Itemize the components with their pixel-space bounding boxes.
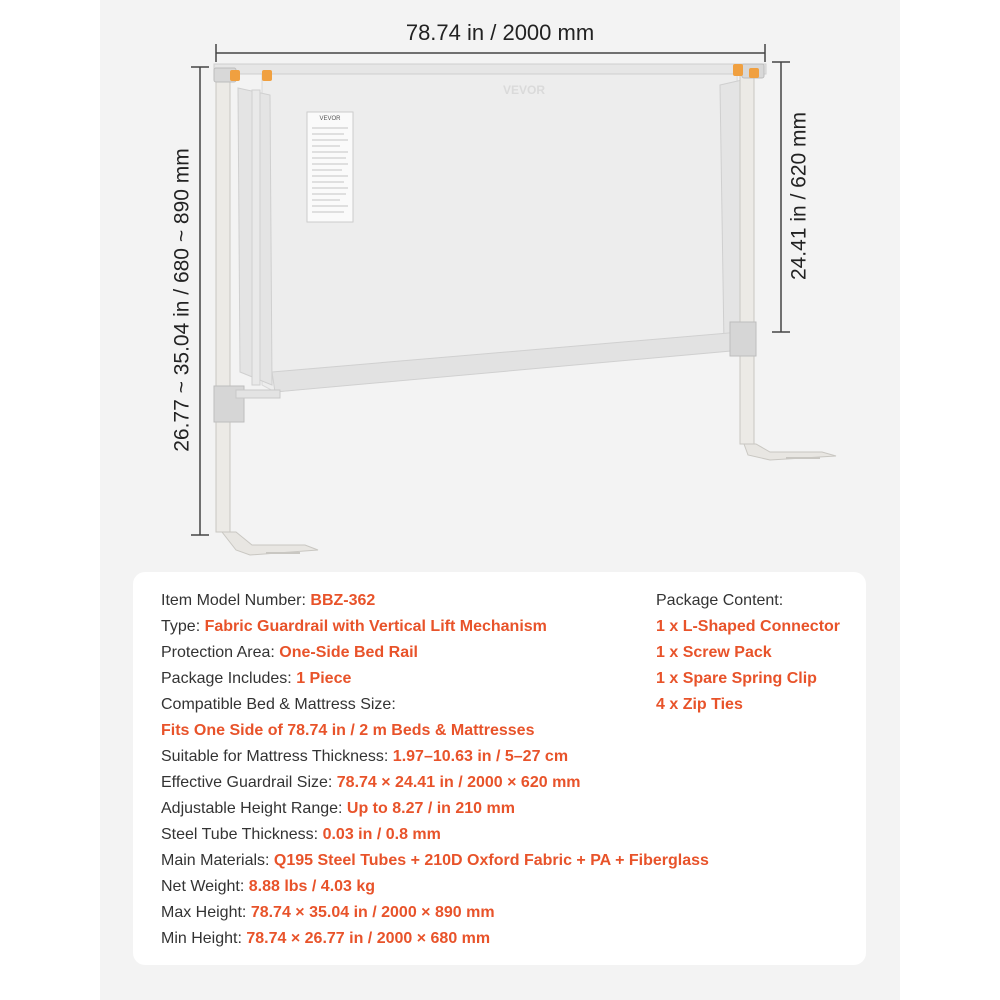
spec-row-max-height bbox=[161, 900, 661, 926]
package-content bbox=[656, 588, 876, 718]
spec-label: Steel Tube Thickness: bbox=[161, 826, 323, 843]
spec-label: Max Height: bbox=[161, 904, 251, 921]
spec-label: Item Model Number: bbox=[161, 592, 311, 609]
package-item: 1 x Spare Spring Clip bbox=[656, 670, 817, 687]
left-connector-bar bbox=[236, 390, 280, 398]
spec-label: Min Height: bbox=[161, 930, 247, 947]
spec-label: Compatible Bed & Mattress Size: bbox=[161, 696, 396, 713]
spec-label: Net Weight: bbox=[161, 878, 249, 895]
spec-row-model bbox=[161, 588, 661, 614]
spec-value: 1 Piece bbox=[296, 670, 352, 687]
spec-value: 8.88 lbs / 4.03 kg bbox=[248, 878, 376, 895]
spec-value: 1.97–10.63 in / 5–27 cm bbox=[392, 748, 569, 765]
spec-value: 0.03 in / 0.8 mm bbox=[322, 826, 441, 843]
spec-value: 78.74 × 24.41 in / 2000 × 620 mm bbox=[336, 774, 581, 791]
spec-value: Fabric Guardrail with Vertical Lift Mechanism bbox=[204, 618, 547, 635]
top-rail bbox=[214, 64, 766, 74]
package-content-title: Package Content: bbox=[656, 592, 784, 609]
spec-label: Effective Guardrail Size: bbox=[161, 774, 337, 791]
spec-row-min-height bbox=[161, 926, 661, 952]
width-dimension-line bbox=[216, 44, 765, 62]
spec-row-materials bbox=[161, 848, 709, 874]
rail-height-dimension-label: 24.41 in / 620 mm bbox=[787, 111, 811, 281]
spec-value: Q195 Steel Tubes + 210D Oxford Fabric + PA + Fiberglass bbox=[273, 852, 709, 869]
spec-value: 78.74 × 35.04 in / 2000 × 890 mm bbox=[250, 904, 495, 921]
left-orange-clip-icon-2 bbox=[262, 70, 272, 81]
left-foot bbox=[222, 532, 318, 555]
right-bracket bbox=[730, 322, 756, 356]
instruction-label-brand: VEVOR bbox=[319, 116, 341, 122]
spec-row-tube-thickness bbox=[161, 822, 661, 848]
package-item: 1 x Screw Pack bbox=[656, 644, 772, 661]
left-inner-bar bbox=[252, 90, 260, 385]
spec-row-guardrail-size bbox=[161, 770, 661, 796]
package-item: 1 x L-Shaped Connector bbox=[656, 618, 841, 635]
spec-row-type bbox=[161, 614, 661, 640]
spec-label: Main Materials: bbox=[161, 852, 274, 869]
spec-value: Fits One Side of 78.74 in / 2 m Beds & Mattresses bbox=[161, 722, 535, 739]
spec-row-compatible-size bbox=[161, 692, 661, 718]
height-range-dimension-line bbox=[191, 67, 209, 535]
spec-label: Protection Area: bbox=[161, 644, 280, 661]
spec-row-net-weight bbox=[161, 874, 661, 900]
right-orange-clip-icon bbox=[733, 64, 743, 76]
package-item: 4 x Zip Ties bbox=[656, 696, 743, 713]
left-orange-clip-icon bbox=[230, 70, 240, 81]
fabric-brand-mark: VEVOR bbox=[502, 83, 546, 97]
spec-row-mattress-thickness bbox=[161, 744, 661, 770]
spec-row-package-includes bbox=[161, 666, 661, 692]
spec-label: Package Includes: bbox=[161, 670, 297, 687]
right-post bbox=[740, 70, 754, 444]
spec-value: One-Side Bed Rail bbox=[279, 644, 418, 661]
spec-label: Adjustable Height Range: bbox=[161, 800, 347, 817]
spec-label: Suitable for Mattress Thickness: bbox=[161, 748, 393, 765]
spec-value: Up to 8.27 / in 210 mm bbox=[346, 800, 515, 817]
spec-row-compatible-size-value bbox=[161, 718, 661, 744]
spec-value: BBZ-362 bbox=[310, 592, 376, 609]
spec-value: 78.74 × 26.77 in / 2000 × 680 mm bbox=[246, 930, 491, 947]
spec-label: Type: bbox=[161, 618, 205, 635]
height-range-dimension-label: 26.77 ~ 35.04 in / 680 ~ 890 mm bbox=[170, 148, 194, 452]
left-post bbox=[216, 70, 230, 532]
spec-row-protection-area bbox=[161, 640, 661, 666]
width-dimension-label: 78.74 in / 2000 mm bbox=[405, 20, 595, 45]
right-orange-clip-icon-2 bbox=[749, 68, 759, 78]
spec-row-height-range bbox=[161, 796, 661, 822]
